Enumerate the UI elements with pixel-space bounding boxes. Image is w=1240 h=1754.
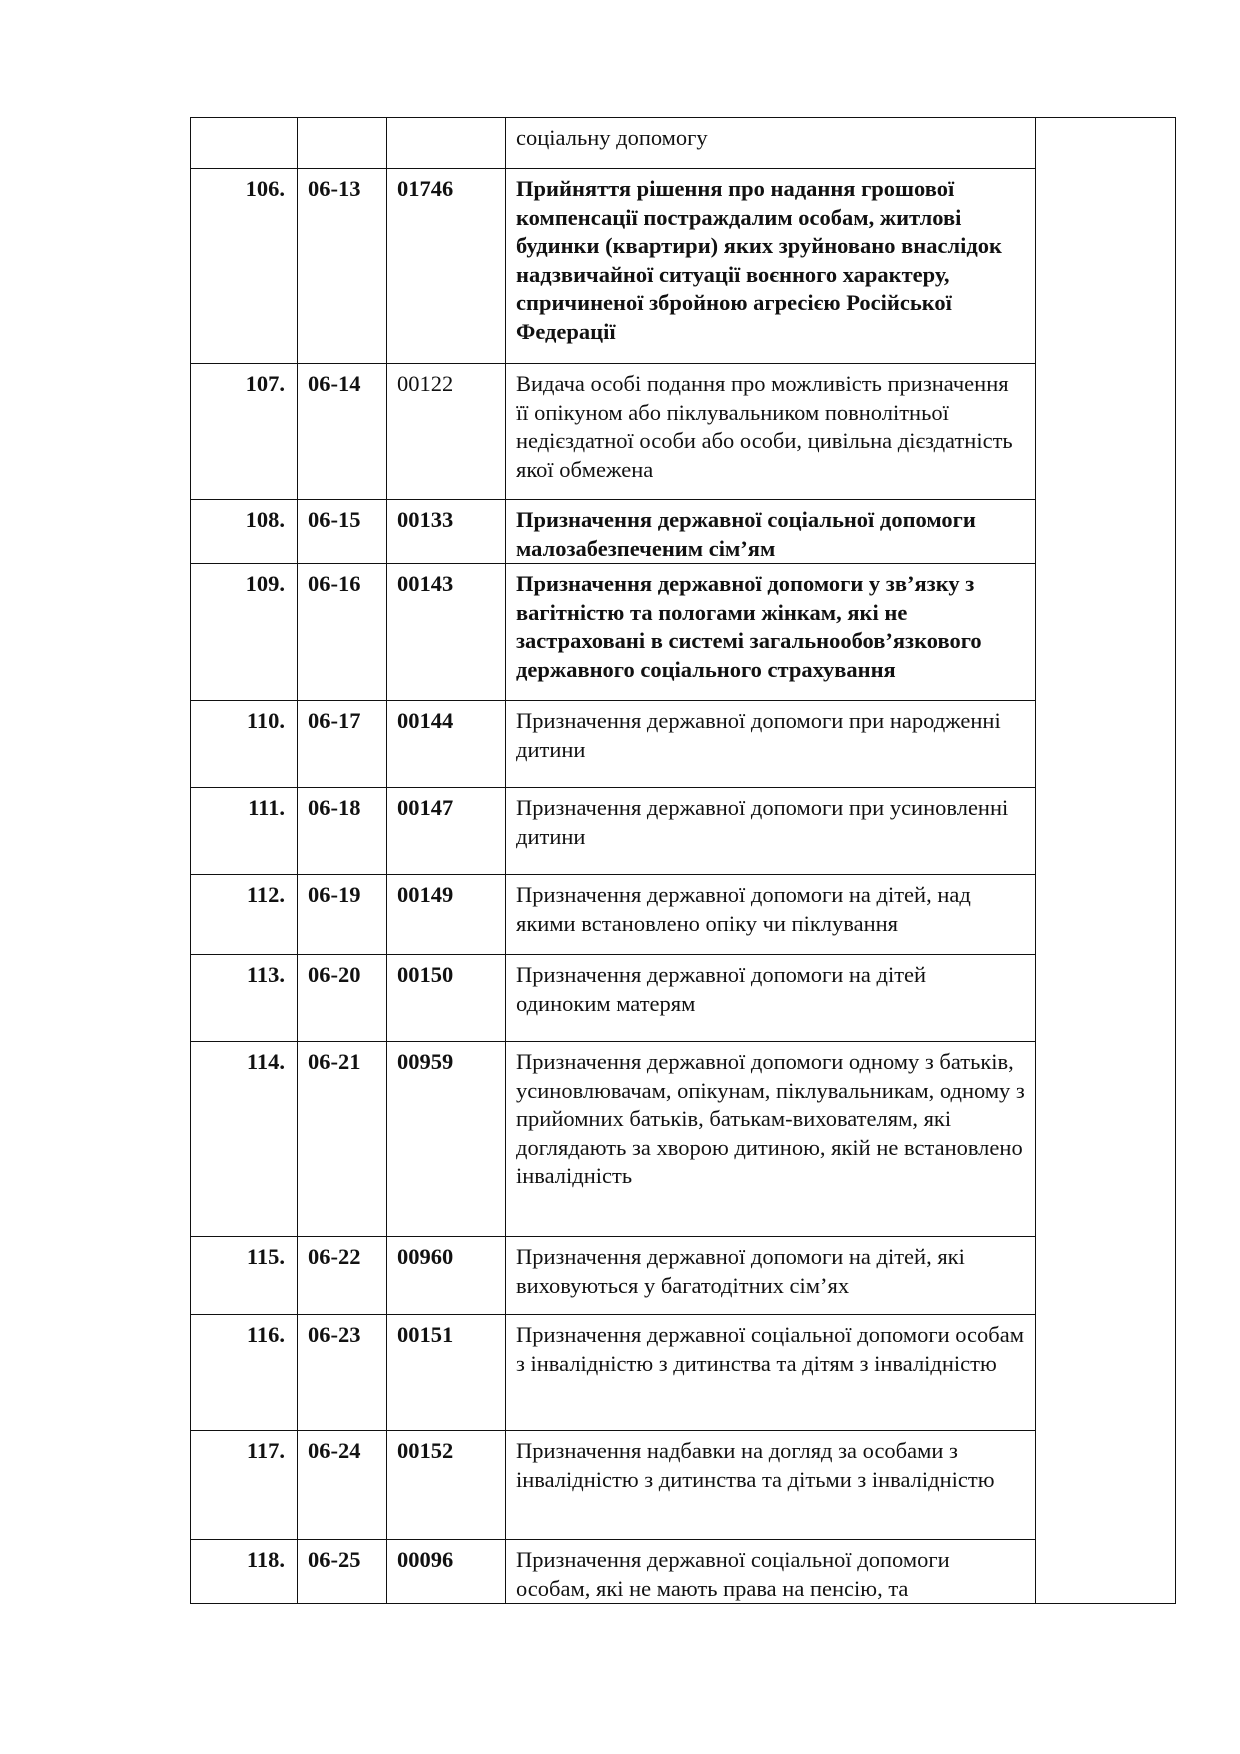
- service-code: 06-24: [298, 1431, 387, 1540]
- row-number: 114.: [191, 1042, 298, 1237]
- table-row: [191, 1540, 1176, 1604]
- service-code: 06-14: [298, 364, 387, 500]
- service-id: 00149: [387, 875, 506, 955]
- row-number: 111.: [191, 788, 298, 875]
- row-number: [191, 118, 298, 169]
- notes-column-cell: [1036, 118, 1176, 1604]
- service-code: 06-17: [298, 701, 387, 788]
- table-row: [191, 875, 1176, 955]
- service-description: Прийняття рішення про надання грошової компенсації постраждалим особам, житлові будинки (квартири) яких зруйновано внаслідок надзвичайної ситуації воєнного характеру, спричиненої збройною агресією Російської Федерації: [506, 169, 1036, 364]
- row-number: 117.: [191, 1431, 298, 1540]
- table-row: [191, 1237, 1176, 1315]
- service-id: 01746: [387, 169, 506, 364]
- service-code: 06-22: [298, 1237, 387, 1315]
- service-id: 00152: [387, 1431, 506, 1540]
- table-row: [191, 169, 1176, 364]
- service-id: 00096: [387, 1540, 506, 1604]
- table-row: [191, 118, 1176, 169]
- service-id: [387, 118, 506, 169]
- service-description: Призначення державної допомоги при усиновленні дитини: [506, 788, 1036, 875]
- service-description: Видача особі подання про можливість призначення її опікуном або піклувальником повнолітньої недієздатної особи або особи, цивільна дієздатність якої обмежена: [506, 364, 1036, 500]
- service-id: 00151: [387, 1315, 506, 1431]
- service-description: Призначення державної соціальної допомоги особам з інвалідністю з дитинства та дітям з інвалідністю: [506, 1315, 1036, 1431]
- service-code: 06-13: [298, 169, 387, 364]
- services-table: [190, 117, 1176, 1604]
- row-number: 108.: [191, 500, 298, 564]
- service-id: 00150: [387, 955, 506, 1042]
- service-id: 00144: [387, 701, 506, 788]
- service-id: 00133: [387, 500, 506, 564]
- service-code: 06-19: [298, 875, 387, 955]
- table-row: [191, 701, 1176, 788]
- service-description: Призначення державної допомоги на дітей одиноким матерям: [506, 955, 1036, 1042]
- service-code: 06-20: [298, 955, 387, 1042]
- service-description: соціальну допомогу: [506, 118, 1036, 169]
- row-number: 106.: [191, 169, 298, 364]
- table-row: [191, 1042, 1176, 1237]
- service-code: 06-25: [298, 1540, 387, 1604]
- service-description: Призначення державної соціальної допомоги малозабезпеченим сім’ям: [506, 500, 1036, 564]
- row-number: 109.: [191, 564, 298, 701]
- service-code: [298, 118, 387, 169]
- service-description: Призначення державної допомоги на дітей, над якими встановлено опіку чи піклування: [506, 875, 1036, 955]
- table-row: [191, 1431, 1176, 1540]
- service-code: 06-15: [298, 500, 387, 564]
- row-number: 112.: [191, 875, 298, 955]
- service-code: 06-16: [298, 564, 387, 701]
- service-id: 00122: [387, 364, 506, 500]
- table-row: [191, 564, 1176, 701]
- table-row: [191, 364, 1176, 500]
- service-description: Призначення державної допомоги у зв’язку з вагітністю та пологами жінкам, які не застраховані в системі загальнообов’язкового державного соціального страхування: [506, 564, 1036, 701]
- row-number: 118.: [191, 1540, 298, 1604]
- row-number: 116.: [191, 1315, 298, 1431]
- service-description: Призначення державної соціальної допомоги особам, які не мають права на пенсію, та: [506, 1540, 1036, 1604]
- service-description: Призначення державної допомоги при народженні дитини: [506, 701, 1036, 788]
- service-id: 00143: [387, 564, 506, 701]
- table-row: [191, 955, 1176, 1042]
- row-number: 110.: [191, 701, 298, 788]
- service-id: 00960: [387, 1237, 506, 1315]
- service-id: 00959: [387, 1042, 506, 1237]
- service-code: 06-23: [298, 1315, 387, 1431]
- row-number: 113.: [191, 955, 298, 1042]
- row-number: 107.: [191, 364, 298, 500]
- table-row: [191, 500, 1176, 564]
- service-code: 06-21: [298, 1042, 387, 1237]
- service-description: Призначення надбавки на догляд за особами з інвалідністю з дитинства та дітьми з інвалідністю: [506, 1431, 1036, 1540]
- table-row: [191, 788, 1176, 875]
- service-description: Призначення державної допомоги одному з батьків, усиновлювачам, опікунам, піклувальникам, одному з прийомних батьків, батькам-вихователям, які доглядають за хворою дитиною, якій не встановлено інвалідність: [506, 1042, 1036, 1237]
- service-id: 00147: [387, 788, 506, 875]
- service-code: 06-18: [298, 788, 387, 875]
- service-description: Призначення державної допомоги на дітей, які виховуються у багатодітних сім’ях: [506, 1237, 1036, 1315]
- table-row: [191, 1315, 1176, 1431]
- row-number: 115.: [191, 1237, 298, 1315]
